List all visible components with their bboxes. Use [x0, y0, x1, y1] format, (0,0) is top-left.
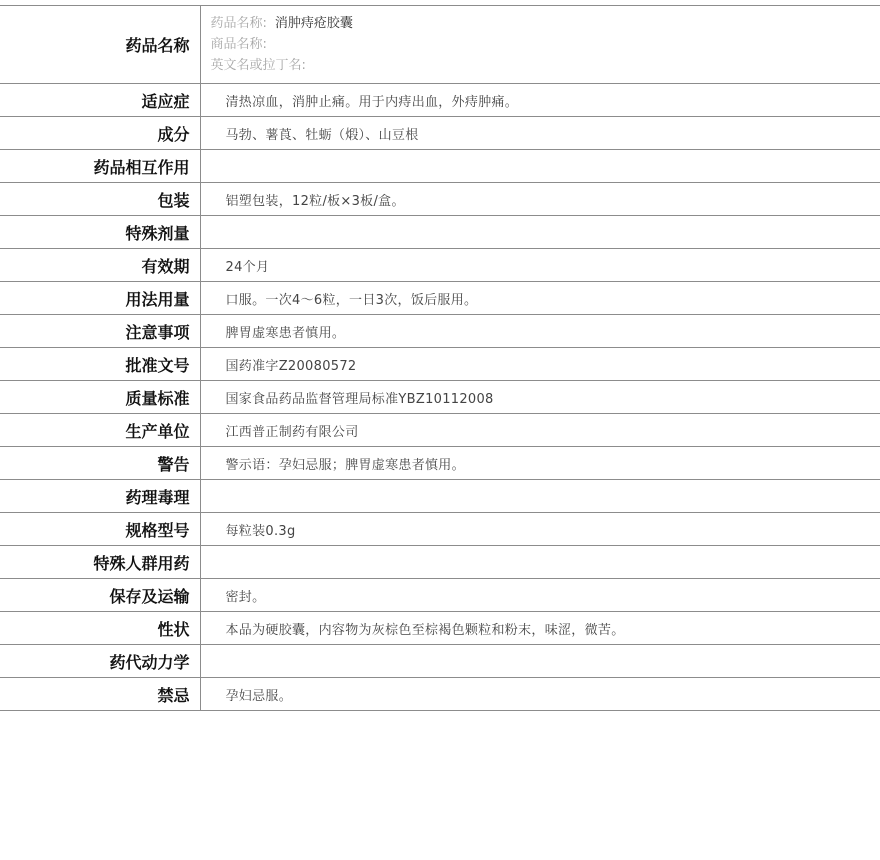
spec-value-storage: 密封。: [200, 579, 880, 612]
spec-value-indications: 清热凉血，消肿止痛。用于内痔出血，外痔肿痛。: [200, 84, 880, 117]
spec-value-ingredients: 马勃、薯莨、牡蛎（煅）、山豆根: [200, 117, 880, 150]
spec-label-packaging: 包装: [0, 183, 200, 216]
spec-value-shelf-life: 24个月: [200, 249, 880, 282]
spec-label-pharmacology: 药理毒理: [0, 480, 200, 513]
spec-label-indications: 适应症: [0, 84, 200, 117]
spec-label-interactions: 药品相互作用: [0, 150, 200, 183]
spec-value-warning: 警示语：孕妇忌服；脾胃虚寒患者慎用。: [200, 447, 880, 480]
spec-value-contraindications: 孕妇忌服。: [200, 678, 880, 711]
spec-value-packaging: 铝塑包装，12粒/板×3板/盒。: [200, 183, 880, 216]
spec-row-description: [0, 612, 880, 645]
spec-label-description: 性状: [0, 612, 200, 645]
spec-row-pharmacokinetics: [0, 645, 880, 678]
spec-row-quality-standard: [0, 381, 880, 414]
spec-row-contraindications: [0, 678, 880, 711]
spec-label-ingredients: 成分: [0, 117, 200, 150]
spec-value-pharmacokinetics: [200, 645, 880, 678]
spec-value-special-dosage: [200, 216, 880, 249]
spec-label-dosage: 用法用量: [0, 282, 200, 315]
spec-label-special-dosage: 特殊剂量: [0, 216, 200, 249]
spec-label-contraindications: 禁忌: [0, 678, 200, 711]
spec-label-warning: 警告: [0, 447, 200, 480]
spec-value-special-populations: [200, 546, 880, 579]
spec-row-ingredients: [0, 117, 880, 150]
drug-spec-table: [0, 5, 880, 711]
spec-row-drug-name: [0, 6, 880, 84]
spec-value-quality-standard: 国家食品药品监督管理局标准YBZ10112008: [200, 381, 880, 414]
spec-label-precautions: 注意事项: [0, 315, 200, 348]
spec-label-storage: 保存及运输: [0, 579, 200, 612]
spec-row-shelf-life: [0, 249, 880, 282]
spec-row-approval-number: [0, 348, 880, 381]
spec-value-approval-number: 国药准字Z20080572: [200, 348, 880, 381]
trade-name-line: [211, 34, 880, 55]
spec-label-quality-standard: 质量标准: [0, 381, 200, 414]
spec-value-pharmacology: [200, 480, 880, 513]
spec-label-specification: 规格型号: [0, 513, 200, 546]
spec-row-packaging: [0, 183, 880, 216]
spec-value-specification: 每粒装0.3g: [200, 513, 880, 546]
drug-name-value: 消肿痔疮胶囊: [274, 16, 353, 31]
spec-row-dosage: [0, 282, 880, 315]
spec-label-pharmacokinetics: 药代动力学: [0, 645, 200, 678]
spec-label-approval-number: 批准文号: [0, 348, 200, 381]
spec-row-special-dosage: [0, 216, 880, 249]
spec-row-interactions: [0, 150, 880, 183]
spec-label-shelf-life: 有效期: [0, 249, 200, 282]
spec-label-drug-name: 药品名称: [0, 6, 200, 84]
drug-name-key: 药品名称:: [210, 16, 267, 31]
drug-name-line: [211, 13, 880, 34]
spec-label-manufacturer: 生产单位: [0, 414, 200, 447]
spec-label-special-populations: 特殊人群用药: [0, 546, 200, 579]
english-name-key: 英文名或拉丁名:: [210, 58, 306, 73]
spec-row-special-populations: [0, 546, 880, 579]
spec-row-warning: [0, 447, 880, 480]
english-name-line: [211, 55, 880, 76]
spec-value-precautions: 脾胃虚寒患者慎用。: [200, 315, 880, 348]
spec-row-specification: [0, 513, 880, 546]
spec-row-indications: [0, 84, 880, 117]
spec-value-dosage: 口服。一次4～6粒，一日3次，饭后服用。: [200, 282, 880, 315]
spec-row-precautions: [0, 315, 880, 348]
spec-row-storage: [0, 579, 880, 612]
spec-value-manufacturer: 江西普正制药有限公司: [200, 414, 880, 447]
spec-row-manufacturer: [0, 414, 880, 447]
spec-value-interactions: [200, 150, 880, 183]
spec-row-pharmacology: [0, 480, 880, 513]
trade-name-key: 商品名称:: [210, 37, 267, 52]
spec-value-description: 本品为硬胶囊，内容物为灰棕色至棕褐色颗粒和粉末，味涩，微苦。: [200, 612, 880, 645]
drug-name-block: [200, 6, 880, 84]
